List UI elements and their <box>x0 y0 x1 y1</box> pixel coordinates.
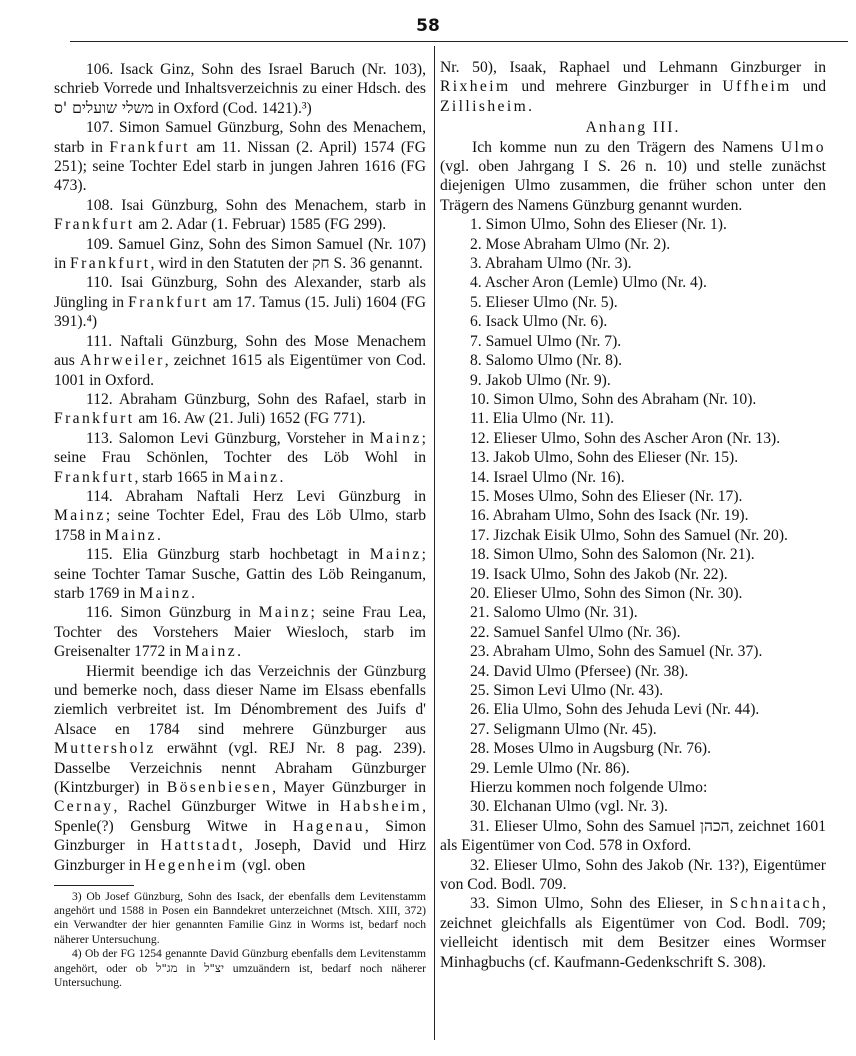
entry-109: 109. Samuel Ginz, Sohn des Simon Samuel (Nr. 107) in Frankfurt, wird in den Statuten der חק S. 36 genannt. <box>54 235 426 273</box>
ulmo-list-item: 25. Simon Levi Ulmo (Nr. 43). <box>470 682 664 699</box>
entry-108: 108. Isai Günzburg, Sohn des Menachem, starb in Frankfurt am 2. Adar (1. Februar) 1585 (FG 299). <box>54 196 426 234</box>
ulmo-list-item: 16. Abraham Ulmo, Sohn des Isack (Nr. 19). <box>470 507 749 525</box>
entry-112: 112. Abraham Günzburg, Sohn des Rafael, starb in Frankfurt am 16. Aw (21. Juli) 1652 (FG 771). <box>54 390 426 428</box>
ulmo-list-previous <box>440 215 826 778</box>
page-number: 58 <box>416 16 440 36</box>
ulmo-list-item: 9. Jakob Ulmo (Nr. 9). <box>470 371 611 389</box>
entry-115: 115. Elia Günzburg starb hochbetagt in Mainz; seine Tochter Tamar Susche, Gattin des Löb Reinganum, starb 1769 in Mainz. <box>54 546 426 602</box>
ulmo-item-31: 31. Elieser Ulmo, Sohn des Samuel הכהן, zeichnet 1601 als Eigentümer von Cod. 578 in Oxford. <box>440 816 827 855</box>
ulmo-list-item: 17. Jizchak Eisik Ulmo, Sohn des Samuel (Nr. 20). <box>470 526 788 544</box>
ulmo-item-30: 30. Elchanan Ulmo (vgl. Nr. 3). <box>470 798 668 816</box>
hierzu-line: Hierzu kommen noch folgende Ulmo: <box>470 779 708 797</box>
ulmo-list-item: 2. Mose Abraham Ulmo (Nr. 2). <box>470 235 671 253</box>
ulmo-list-item: 1. Simon Ulmo, Sohn des Elieser (Nr. 1). <box>470 216 727 234</box>
right-column <box>440 58 826 972</box>
ulmo-list-item: 14. Israel Ulmo (Nr. 16). <box>470 468 625 486</box>
entry-110: 110. Isai Günzburg, Sohn des Alexander, starb als Jüngling in Frankfurt am 17. Tamus (15. Juli) 1604 (FG 391).⁴) <box>54 274 426 331</box>
ulmo-list-item: 29. Lemle Ulmo (Nr. 86). <box>470 759 630 777</box>
ulmo-list-item: 15. Moses Ulmo, Sohn des Elieser (Nr. 17). <box>470 487 743 505</box>
ulmo-list-item: 6. Isack Ulmo (Nr. 6). <box>470 313 608 331</box>
left-column <box>54 60 426 990</box>
ulmo-list-item: 28. Moses Ulmo in Augsburg (Nr. 76). <box>470 740 711 758</box>
header-rule <box>70 41 848 42</box>
footnote-3: 3) Ob Josef Günzburg, Sohn des Isack, der ebenfalls dem Levitenstamm angehört und 1588 in Posen ein Banndekret unterzeichnet (Mtsch. XIII, 372) ein Verwandter der hier genannten Familie Ginz in Worms ist, bedarf noch näherer Untersuchung. <box>54 890 426 946</box>
entry-106: 106. Isack Ginz, Sohn des Israel Baruch (Nr. 103), schrieb Vorrede und Inhaltsverzeichnis zu einer Hdsch. des משלי שועלים 'ס in Oxford (Cod. 1421).³) <box>54 61 426 117</box>
ulmo-list-item: 20. Elieser Ulmo, Sohn des Simon (Nr. 30). <box>470 584 743 602</box>
ulmo-list-item: 8. Salomo Ulmo (Nr. 8). <box>470 352 623 370</box>
ulmo-list-item: 4. Ascher Aron (Lemle) Ulmo (Nr. 4). <box>470 274 707 292</box>
entry-114: 114. Abraham Naftali Herz Levi Günzburg in Mainz; seine Tochter Edel, Frau des Löb Ulmo, starb 1758 in Mainz. <box>54 487 426 544</box>
ulmo-list-item: 27. Seligmann Ulmo (Nr. 45). <box>470 720 657 738</box>
closing-paragraph: Hiermit beendige ich das Verzeichnis der Günzburg und bemerke noch, dass dieser Name im Elsass ebenfalls ziemlich verbreitet ist. Im Dénombrement des Juifs d' Alsace en 1784 sind mehrere Günzburger aus Muttersholz erwähnt (vgl. REJ Nr. 8 pag. 239). Dasselbe Verzeichnis nennt Abraham Günzburger (Kintzburger) in Bösenbiesen, Mayer Günzburger in Cernay, Rachel Günzburger Witwe in Habsheim, Spenle(?) Gensburg Witwe in Hagenau, Simon Ginzburger in Hattstadt, Joseph, David und Hirz Ginzburger in Hegenheim (vgl. oben <box>54 662 427 874</box>
ulmo-list-item: 5. Elieser Ulmo (Nr. 5). <box>470 293 618 311</box>
ulmo-list-item: 26. Elia Ulmo, Sohn des Jehuda Levi (Nr. 44). <box>470 701 760 719</box>
ulmo-list-item: 11. Elia Ulmo (Nr. 11). <box>470 410 614 428</box>
ulmo-item-32: 32. Elieser Ulmo, Sohn des Jakob (Nr. 13?), Eigentümer von Cod. Bodl. 709. <box>440 856 826 894</box>
ulmo-list-item: 3. Abraham Ulmo (Nr. 3). <box>470 255 632 273</box>
entry-116: 116. Simon Günzburg in Mainz; seine Frau Lea, Tochter des Vorstehers Maier Wiesloch, starb im Greisenalter 1772 in Mainz. <box>54 604 426 661</box>
entry-111: 111. Naftali Günzburg, Sohn des Mose Menachem aus Ahrweiler, zeichnet 1615 als Eigentümer von Cod. 1001 in Oxford. <box>54 332 426 389</box>
footnote-rule <box>54 885 134 886</box>
ulmo-list-item: 22. Samuel Sanfel Ulmo (Nr. 36). <box>470 623 681 641</box>
footnote-4: 4) Ob der FG 1254 genannte David Günzburg ebenfalls dem Levitenstamm angehört, oder ob מג"ל in יצ"ל umzuändern ist, bedarf noch näherer Untersuchung. <box>54 946 426 990</box>
ulmo-list-item: 12. Elieser Ulmo, Sohn des Ascher Aron (Nr. 13). <box>470 429 781 447</box>
ulmo-list-item: 7. Samuel Ulmo (Nr. 7). <box>470 332 622 350</box>
anhang-intro: Ich komme nun zu den Trägern des Namens Ulmo (vgl. oben Jahrgang I S. 26 n. 10) und stelle zunächst diejenigen Ulmo zusammen, die früher schon unter den Trägern des Namens Günzburg genannt wurden. <box>440 138 826 214</box>
column-divider <box>434 46 435 1040</box>
ulmo-list-item: 23. Abraham Ulmo, Sohn des Samuel (Nr. 37). <box>470 643 763 661</box>
ulmo-item-33: 33. Simon Ulmo, Sohn des Elieser, in Schnaitach, zeichnet gleichfalls als Eigentümer von Cod. Bodl. 709; vielleicht identisch mit dem Besitzer eines Wormser Minhagbuchs (cf. Kaufmann-Gedenkschrift S. 308). <box>440 895 826 971</box>
ulmo-list-item: 21. Salomo Ulmo (Nr. 31). <box>470 604 638 622</box>
ulmo-list-item: 19. Isack Ulmo, Sohn des Jakob (Nr. 22). <box>470 565 728 583</box>
ulmo-list-item: 10. Simon Ulmo, Sohn des Abraham (Nr. 10). <box>470 390 757 408</box>
ulmo-list-item: 24. David Ulmo (Pfersee) (Nr. 38). <box>470 662 689 680</box>
continuation-paragraph: Nr. 50), Isaak, Raphael und Lehmann Ginzburger in Rixheim und mehrere Ginzburger in Uffheim und Zillisheim. <box>440 59 826 115</box>
ulmo-list-item: 18. Simon Ulmo, Sohn des Salomon (Nr. 21). <box>470 546 755 564</box>
entry-107: 107. Simon Samuel Günzburg, Sohn des Menachem, starb in Frankfurt am 11. Nissan (2. April) 1574 (FG 251); seine Tochter Edel starb in jungen Jahren 1616 (FG 473). <box>54 119 426 195</box>
section-heading: Anhang III. <box>585 119 681 137</box>
ulmo-list-item: 13. Jakob Ulmo, Sohn des Elieser (Nr. 15). <box>470 449 739 467</box>
entry-113: 113. Salomon Levi Günzburg, Vorsteher in Mainz; seine Frau Schönlen, Tochter des Löb Wohl in Frankfurt, starb 1665 in Mainz. <box>54 429 426 486</box>
